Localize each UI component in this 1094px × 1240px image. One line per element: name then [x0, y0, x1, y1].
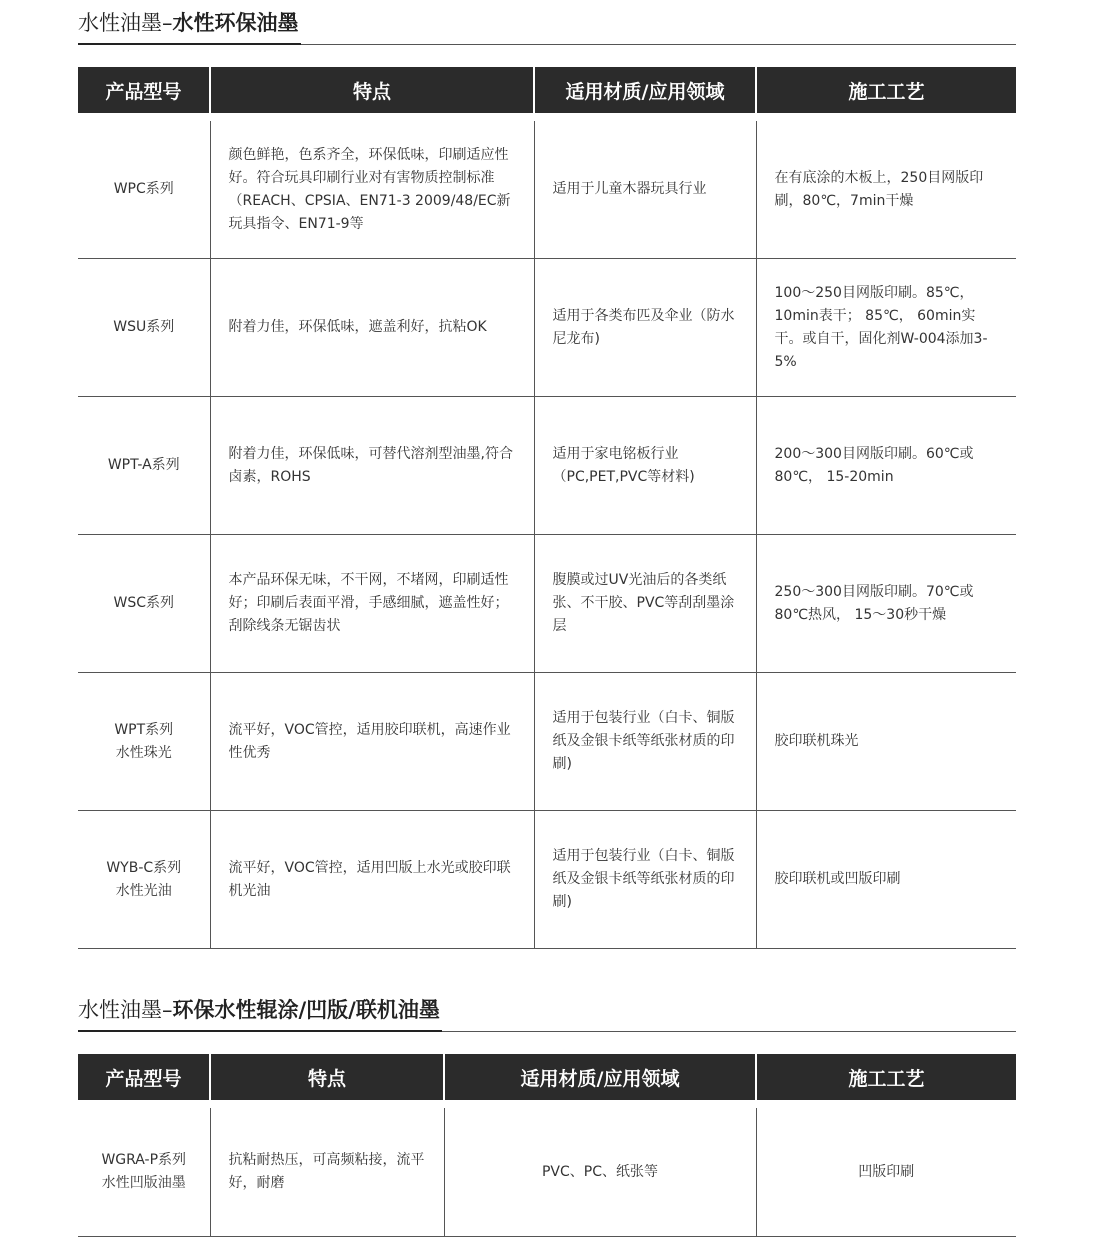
- header-application: 适用材质/应用领域: [534, 67, 756, 113]
- table-header-row: [78, 67, 1016, 113]
- table-row: [78, 259, 1016, 397]
- cell-features: 流平好，VOC管控，适用凹版上水光或胶印联机光油: [210, 811, 534, 949]
- section-title-2: [78, 997, 1016, 1032]
- section-title-2-prefix: 水性油墨–: [78, 998, 173, 1022]
- header-application: 适用材质/应用领域: [444, 1054, 756, 1100]
- cell-process: 100～250目网版印刷。85℃，10min表干； 85℃， 60min实干。或自干，固化剂W-004添加3-5%: [756, 259, 1016, 397]
- cell-process: 250～300目网版印刷。70℃或80℃热风， 15～30秒干燥: [756, 535, 1016, 673]
- section-title-1-prefix: 水性油墨–: [78, 11, 173, 35]
- cell-application: 适用于各类布匹及伞业（防水尼龙布): [534, 259, 756, 397]
- cell-model: WYB-C系列 水性光油: [78, 811, 210, 949]
- spec-table-1: [78, 67, 1016, 949]
- table-row: [78, 397, 1016, 535]
- cell-application: 适用于包装行业（白卡、铜版纸及金银卡纸等纸张材质的印刷): [534, 673, 756, 811]
- header-features: 特点: [210, 1054, 444, 1100]
- cell-features: 附着力佳，环保低味，可替代溶剂型油墨,符合卤素，ROHS: [210, 397, 534, 535]
- cell-features: 附着力佳，环保低味，遮盖利好，抗粘OK: [210, 259, 534, 397]
- table-row: [78, 121, 1016, 259]
- cell-process: 胶印联机或凹版印刷: [756, 811, 1016, 949]
- cell-application: 适用于儿童木器玩具行业: [534, 121, 756, 259]
- cell-features: 流平好，VOC管控，适用胶印联机，高速作业性优秀: [210, 673, 534, 811]
- cell-model: WPT系列 水性珠光: [78, 673, 210, 811]
- table-header-row: [78, 1054, 1016, 1100]
- cell-application: 腹膜或过UV光油后的各类纸张、不干胶、PVC等刮刮墨涂层: [534, 535, 756, 673]
- spec-table-2: [78, 1054, 1016, 1237]
- header-process: 施工工艺: [756, 1054, 1016, 1100]
- table-row: [78, 811, 1016, 949]
- cell-model: WGRA-P系列 水性凹版油墨: [78, 1108, 210, 1237]
- cell-process: 胶印联机珠光: [756, 673, 1016, 811]
- section-title-1-main: 水性环保油墨: [172, 11, 299, 35]
- cell-model: WSC系列: [78, 535, 210, 673]
- cell-model: WPC系列: [78, 121, 210, 259]
- section-title-1: [78, 10, 1016, 45]
- cell-model: WPT-A系列: [78, 397, 210, 535]
- cell-process: 凹版印刷: [756, 1108, 1016, 1237]
- cell-application: 适用于包装行业（白卡、铜版纸及金银卡纸等纸张材质的印刷): [534, 811, 756, 949]
- cell-process: 在有底涂的木板上，250目网版印刷，80℃，7min干燥: [756, 121, 1016, 259]
- header-model: 产品型号: [78, 67, 210, 113]
- cell-features: 抗粘耐热压，可高频粘接，流平好，耐磨: [210, 1108, 444, 1237]
- header-process: 施工工艺: [756, 67, 1016, 113]
- cell-features: 本产品环保无味，不干网，不堵网，印刷适性好；印刷后表面平滑，手感细腻，遮盖性好；刮除线条无锯齿状: [210, 535, 534, 673]
- cell-model: WSU系列: [78, 259, 210, 397]
- cell-application: PVC、PC、纸张等: [444, 1108, 756, 1237]
- table-row: [78, 1108, 1016, 1237]
- header-model: 产品型号: [78, 1054, 210, 1100]
- table-row: [78, 673, 1016, 811]
- cell-features: 颜色鲜艳，色系齐全，环保低味，印刷适应性好。符合玩具印刷行业对有害物质控制标准（REACH、CPSIA、EN71-3 2009/48/EC新玩具指令、EN71-9等: [210, 121, 534, 259]
- header-features: 特点: [210, 67, 534, 113]
- section-title-2-main: 环保水性辊涂/凹版/联机油墨: [172, 998, 440, 1022]
- cell-process: 200～300目网版印刷。60℃或80℃， 15-20min: [756, 397, 1016, 535]
- table-row: [78, 535, 1016, 673]
- cell-application: 适用于家电铭板行业（PC,PET,PVC等材料): [534, 397, 756, 535]
